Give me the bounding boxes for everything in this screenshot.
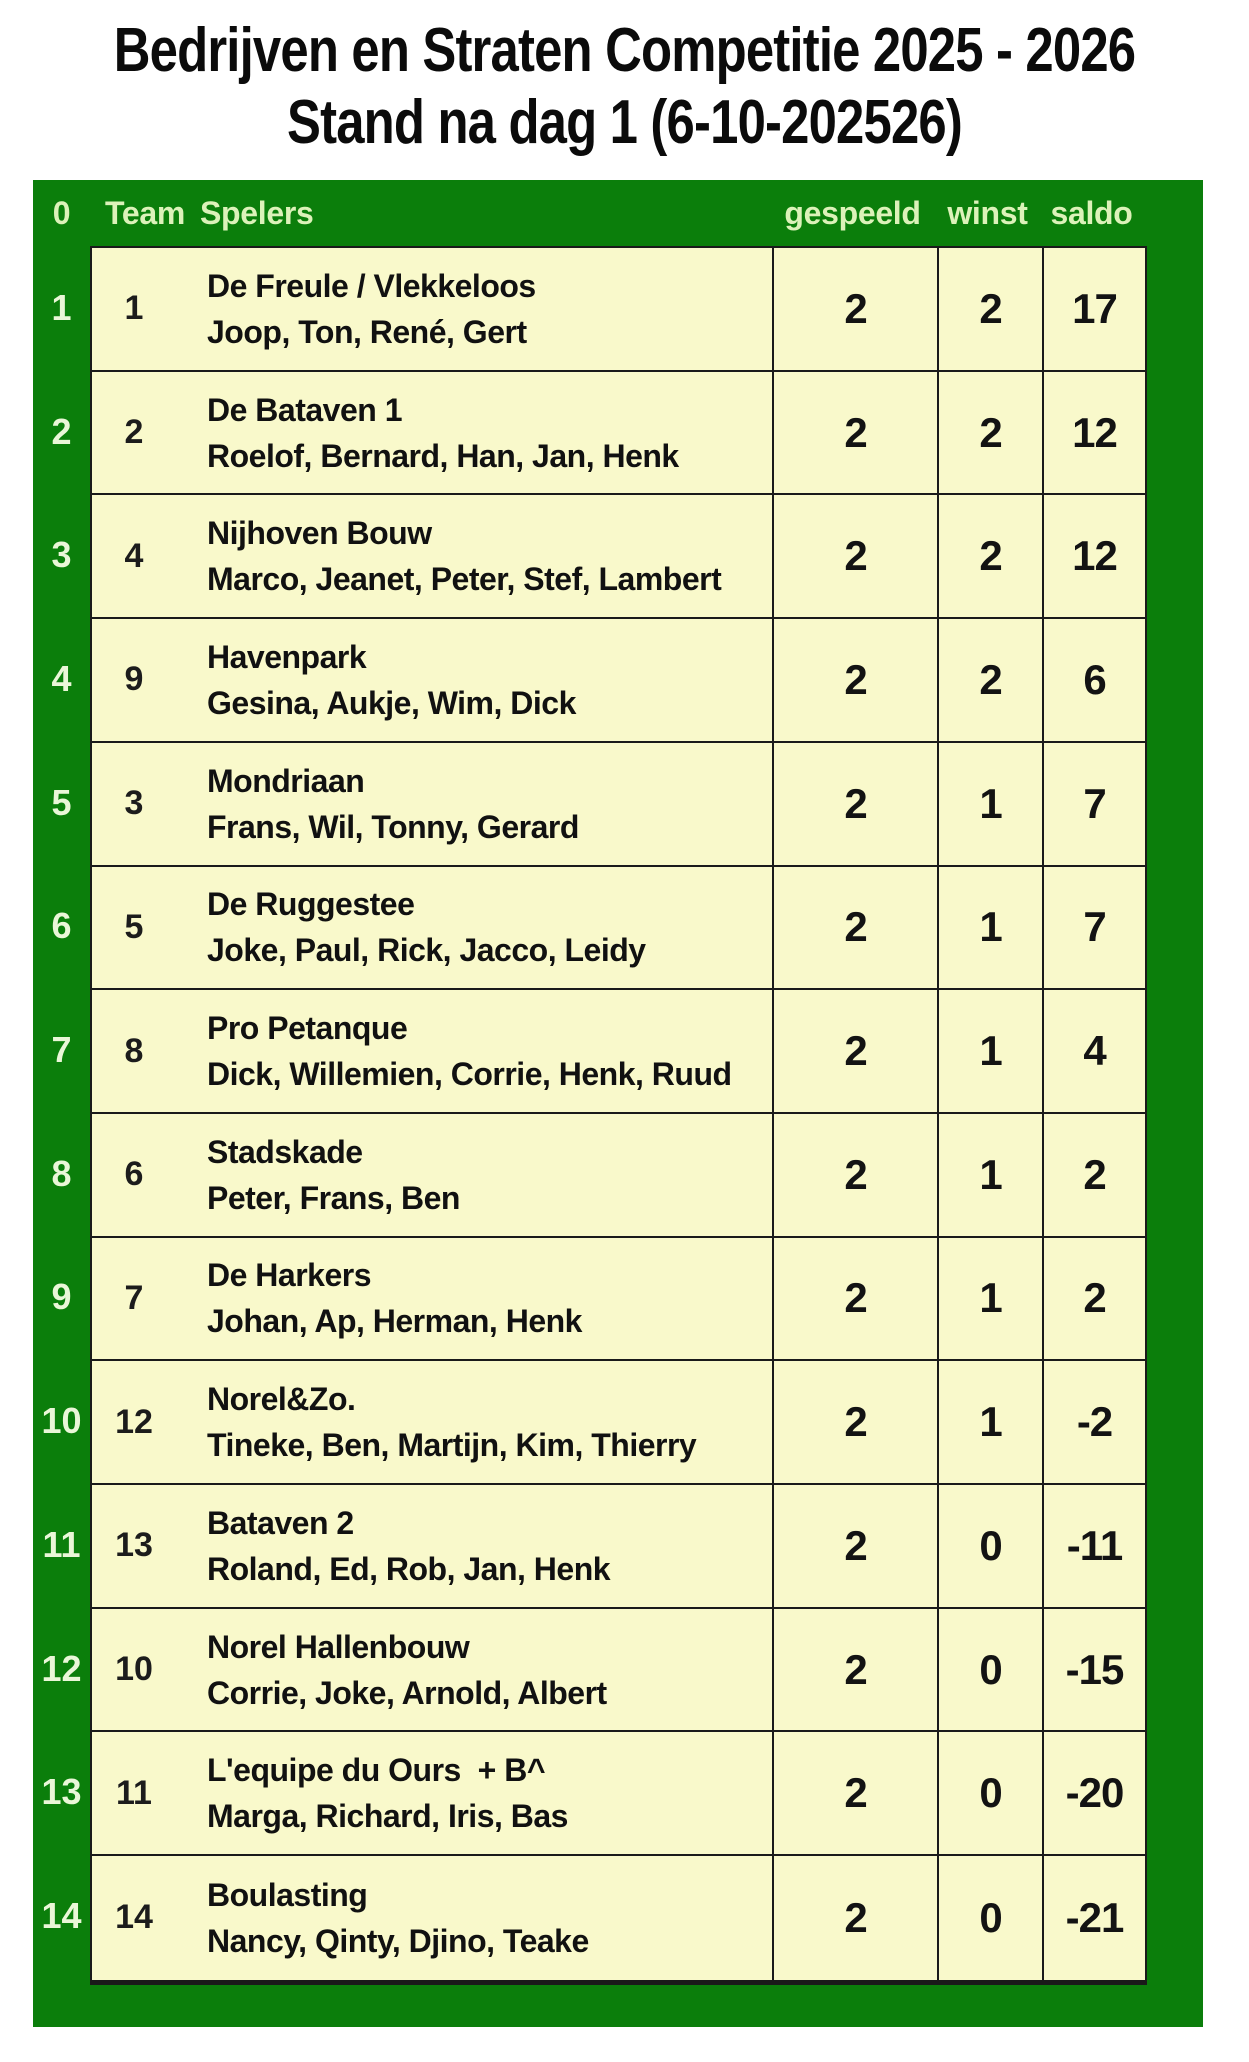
team-cell (92, 619, 772, 741)
team-text (92, 1114, 772, 1236)
winst-value: 2 (937, 372, 1042, 494)
team-cell (92, 867, 772, 989)
team-players: Joop, Ton, René, Gert (207, 313, 527, 350)
header-gespeeld: gespeeld (784, 194, 921, 231)
gespeeld-value: 2 (772, 1361, 937, 1483)
winst-value: 0 (937, 1732, 1042, 1854)
team-text (92, 1856, 772, 1980)
team-text (92, 867, 772, 989)
winst-value: 1 (937, 1238, 1042, 1360)
team-players: Peter, Frans, Ben (207, 1179, 460, 1216)
team-name: Norel Hallenbouw (207, 1628, 470, 1665)
team-name: De Harkers (207, 1257, 371, 1294)
team-players: Marco, Jeanet, Peter, Stef, Lambert (207, 561, 722, 598)
team-number: 3 (124, 784, 144, 823)
team-players: Johan, Ap, Herman, Henk (207, 1303, 582, 1340)
team-number: 10 (115, 1650, 153, 1689)
team-cell (92, 1361, 772, 1483)
rank-column (33, 246, 90, 1978)
page-subtitle: Stand na dag 1 (6-10-202526) (287, 88, 962, 157)
team-name: Pro Petanque (207, 1010, 408, 1047)
saldo-value: -11 (1042, 1485, 1145, 1607)
table-header-row (33, 180, 1143, 246)
team-text (92, 743, 772, 865)
gespeeld-value: 2 (772, 1732, 937, 1854)
team-players: Frans, Wil, Tonny, Gerard (207, 808, 579, 845)
team-players: Marga, Richard, Iris, Bas (207, 1798, 568, 1835)
standings-board (33, 180, 1203, 2027)
table-row (92, 743, 1145, 867)
team-number: 9 (124, 660, 144, 699)
team-name: Nijhoven Bouw (207, 515, 432, 552)
team-number: 14 (115, 1898, 153, 1937)
table-row (92, 990, 1145, 1114)
team-number: 11 (116, 1773, 152, 1812)
team-players: Joke, Paul, Rick, Jacco, Leidy (207, 932, 646, 969)
saldo-value: 4 (1042, 990, 1145, 1112)
team-number: 1 (124, 289, 144, 328)
winst-value: 1 (937, 1114, 1042, 1236)
table-row (92, 1485, 1145, 1609)
team-name: Stadskade (207, 1133, 363, 1170)
winst-value: 0 (937, 1609, 1042, 1731)
team-number: 8 (124, 1031, 144, 1070)
team-cell (92, 372, 772, 494)
saldo-value: 6 (1042, 619, 1145, 741)
winst-value: 1 (937, 1361, 1042, 1483)
team-cell (92, 1856, 772, 1980)
winst-value: 1 (937, 867, 1042, 989)
team-name: Boulasting (207, 1876, 368, 1913)
rank-cell: 7 (51, 1029, 72, 1071)
winst-value: 2 (937, 495, 1042, 617)
table-row (92, 1732, 1145, 1856)
table-row (92, 867, 1145, 991)
team-name: Mondriaan (207, 762, 365, 799)
table-row (92, 248, 1145, 372)
table-row (92, 1609, 1145, 1733)
gespeeld-value: 2 (772, 495, 937, 617)
saldo-value: -2 (1042, 1361, 1145, 1483)
rank-cell: 14 (41, 1894, 82, 1936)
team-number: 2 (124, 413, 144, 452)
winst-value: 2 (937, 619, 1042, 741)
team-players: Tineke, Ben, Martijn, Kim, Thierry (207, 1427, 697, 1464)
team-players: Gesina, Aukje, Wim, Dick (207, 684, 576, 721)
team-name: De Freule / Vlekkeloos (207, 267, 536, 304)
gespeeld-value: 2 (772, 1238, 937, 1360)
header-winst: winst (947, 194, 1028, 231)
rank-cell: 4 (51, 657, 72, 699)
table-row (92, 1114, 1145, 1238)
gespeeld-value: 2 (772, 619, 937, 741)
team-number: 4 (124, 536, 144, 575)
gespeeld-value: 2 (772, 743, 937, 865)
saldo-value: -15 (1042, 1609, 1145, 1731)
team-players: Corrie, Joke, Arnold, Albert (207, 1674, 607, 1711)
team-players: Dick, Willemien, Corrie, Henk, Ruud (207, 1056, 732, 1093)
team-name: De Ruggestee (207, 886, 415, 923)
saldo-value: 7 (1042, 867, 1145, 989)
team-text (92, 495, 772, 617)
rank-cell: 6 (51, 905, 72, 947)
saldo-value: 12 (1042, 372, 1145, 494)
rank-cell: 12 (41, 1647, 82, 1689)
rank-cell: 13 (41, 1771, 82, 1813)
header-rank: 0 (52, 194, 71, 231)
team-cell (92, 1732, 772, 1854)
gespeeld-value: 2 (772, 1609, 937, 1731)
team-number: 7 (124, 1278, 144, 1317)
team-cell (92, 743, 772, 865)
team-players: Roelof, Bernard, Han, Jan, Henk (207, 437, 679, 474)
gespeeld-value: 2 (772, 1485, 937, 1607)
saldo-value: 2 (1042, 1114, 1145, 1236)
team-number: 13 (115, 1526, 153, 1565)
winst-value: 1 (937, 743, 1042, 865)
team-text (92, 990, 772, 1112)
gespeeld-value: 2 (772, 1856, 937, 1980)
gespeeld-value: 2 (772, 990, 937, 1112)
team-name: Havenpark (207, 638, 367, 675)
rank-cell: 8 (51, 1152, 72, 1194)
team-text (92, 1361, 772, 1483)
header-spelers: Spelers (200, 194, 314, 231)
team-text (92, 619, 772, 741)
team-cell (92, 248, 772, 370)
team-name: L'equipe du Ours + B^ (207, 1752, 545, 1789)
page-title: Bedrijven en Straten Competitie 2025 - 2026 (113, 16, 1136, 85)
rank-cell: 11 (42, 1523, 81, 1565)
saldo-value: -21 (1042, 1856, 1145, 1980)
saldo-value: 12 (1042, 495, 1145, 617)
team-text (92, 1238, 772, 1360)
rank-cell: 3 (51, 534, 72, 576)
team-cell (92, 1238, 772, 1360)
winst-value: 0 (937, 1856, 1042, 1980)
rank-cell: 1 (51, 286, 72, 328)
team-text (92, 248, 772, 370)
team-text (92, 1485, 772, 1607)
table-row (92, 619, 1145, 743)
saldo-value: 2 (1042, 1238, 1145, 1360)
rank-cell: 2 (51, 410, 72, 452)
team-cell (92, 990, 772, 1112)
gespeeld-value: 2 (772, 1114, 937, 1236)
team-name: Norel&Zo. (207, 1381, 356, 1418)
saldo-value: 17 (1042, 248, 1145, 370)
team-players: Roland, Ed, Rob, Jan, Henk (207, 1550, 611, 1587)
team-number: 12 (115, 1402, 153, 1441)
winst-value: 0 (937, 1485, 1042, 1607)
team-cell (92, 1609, 772, 1731)
team-cell (92, 1485, 772, 1607)
team-name: De Bataven 1 (207, 391, 402, 428)
table-row (92, 495, 1145, 619)
header-team: Team (104, 194, 186, 231)
standings-table (90, 246, 1147, 1985)
rank-cell: 10 (41, 1400, 82, 1442)
rank-cell: 9 (51, 1276, 72, 1318)
team-players: Nancy, Qinty, Djino, Teake (207, 1922, 589, 1959)
table-row (92, 1361, 1145, 1485)
team-number: 5 (124, 907, 144, 946)
winst-value: 1 (937, 990, 1042, 1112)
saldo-value: 7 (1042, 743, 1145, 865)
team-name: Bataven 2 (207, 1504, 354, 1541)
gespeeld-value: 2 (772, 372, 937, 494)
team-cell (92, 495, 772, 617)
gespeeld-value: 2 (772, 867, 937, 989)
team-text (92, 372, 772, 494)
rank-cell: 5 (51, 781, 72, 823)
header-saldo: saldo (1050, 194, 1133, 231)
team-text (92, 1609, 772, 1731)
table-row (92, 1238, 1145, 1362)
saldo-value: -20 (1042, 1732, 1145, 1854)
table-row (92, 372, 1145, 496)
winst-value: 2 (937, 248, 1042, 370)
team-cell (92, 1114, 772, 1236)
gespeeld-value: 2 (772, 248, 937, 370)
team-text (92, 1732, 772, 1854)
table-row (92, 1856, 1145, 1980)
team-number: 6 (124, 1155, 144, 1194)
